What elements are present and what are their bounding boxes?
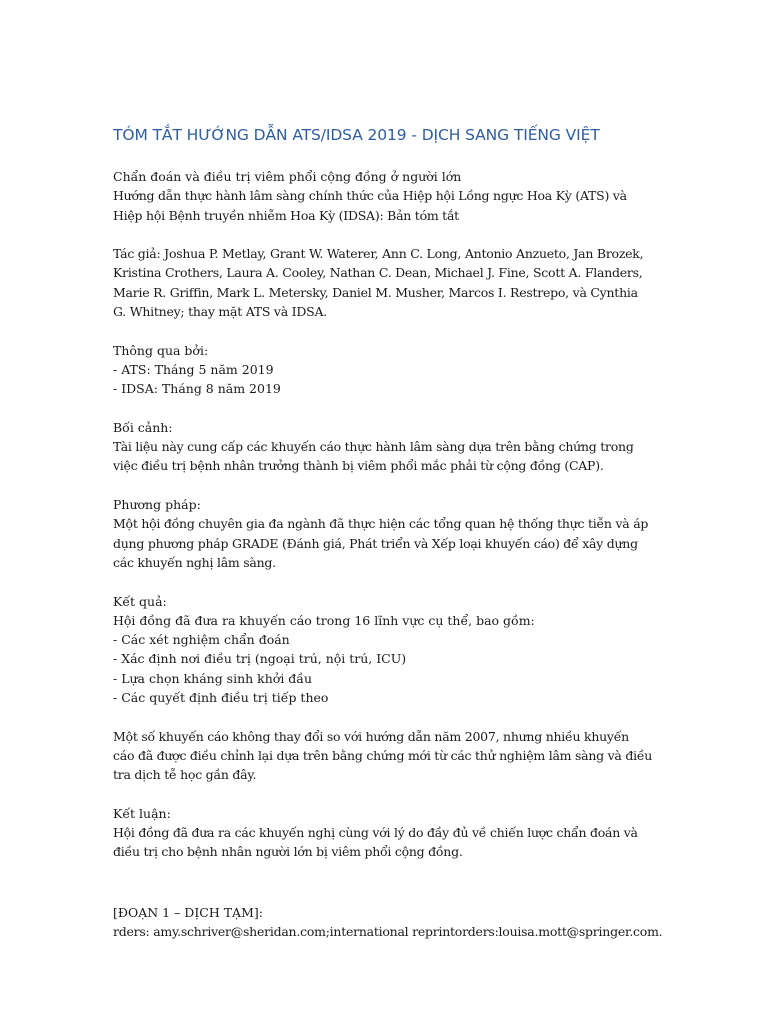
intro-line-1: Chẩn đoán và điều trị viêm phổi cộng đồng ở người lớn	[113, 169, 462, 184]
conclusion-text: Hội đồng đã đưa ra các khuyến nghị cùng với lý do đầy đủ về chiến lược chẩn đoán và điều trị cho bệnh nhân người lớn bị viêm phổi cộng đồng.	[113, 825, 638, 860]
conclusion-block	[113, 804, 653, 862]
conclusion-heading: Kết luận:	[113, 805, 171, 821]
background-block	[113, 418, 653, 476]
background-text: Tài liệu này cung cấp các khuyến cáo thực hành lâm sàng dựa trên bằng chứng trong việc điều trị bệnh nhân trưởng thành bị viêm phổi mắc phải từ cộng đồng (CAP).	[113, 439, 634, 474]
results-item: - Xác định nơi điều trị (ngoại trú, nội trú, ICU)	[113, 651, 407, 667]
authors-paragraph: Tác giả: Joshua P. Metlay, Grant W. Waterer, Ann C. Long, Antonio Anzueto, Jan Brozek, Kristina Crothers, Laura A. Cooley, Nathan C. Dean, Michael J. Fine, Scott A. Flanders, Marie R. Griffin, Mark L. Metersky, Daniel M. Musher, Marcos I. Restrepo, và Cynthia G. Whitney; thay mặt ATS và IDSA.	[113, 246, 644, 320]
approved-block	[113, 341, 653, 399]
intro-line-2: Hướng dẫn thực hành lâm sàng chính thức của Hiệp hội Lồng ngực Hoa Kỳ (ATS) và Hiệp hội Bệnh truyền nhiễm Hoa Kỳ (IDSA): Bản tóm tắt	[113, 188, 627, 223]
footer-text: rders: amy.schriver@sheridan.com;international reprintorders:louisa.mott@springer.com.	[113, 924, 663, 940]
document-title: TÓM TẮT HƯỚNG DẪN ATS/IDSA 2019 - DỊCH SANG TIẾNG VIỆT	[113, 126, 600, 144]
results-note: Một số khuyến cáo không thay đổi so với hướng dẫn năm 2007, nhưng nhiều khuyến cáo đã được điều chỉnh lại dựa trên bằng chứng mới từ các thử nghiệm lâm sàng và điều tra dịch tễ học gần đây.	[113, 728, 653, 783]
results-item: - Các quyết định điều trị tiếp theo	[113, 690, 329, 706]
approved-heading: Thông qua bởi:	[113, 342, 209, 358]
methods-block	[113, 495, 653, 572]
results-block	[113, 592, 653, 708]
footer-block	[113, 903, 663, 942]
approved-item: - IDSA: Tháng 8 năm 2019	[113, 381, 281, 397]
results-intro: Hội đồng đã đưa ra khuyến cáo trong 16 lĩnh vực cụ thể, bao gồm:	[113, 612, 535, 628]
results-item: - Các xét nghiệm chẩn đoán	[113, 632, 290, 648]
background-heading: Bối cảnh:	[113, 419, 173, 435]
spacer	[113, 881, 653, 903]
footer-label: [ĐOẠN 1 – DỊCH TẠM]:	[113, 904, 263, 920]
intro-block	[113, 167, 653, 225]
results-item: - Lựa chọn kháng sinh khởi đầu	[113, 670, 312, 686]
methods-heading: Phương pháp:	[113, 497, 201, 513]
approved-item: - ATS: Tháng 5 năm 2019	[113, 361, 274, 377]
methods-text: Một hội đồng chuyên gia đa ngành đã thực hiện các tổng quan hệ thống thực tiễn và áp dụng phương pháp GRADE (Đánh giá, Phát triển và Xếp loại khuyến cáo) để xây dựng các khuyến nghị lâm sàng.	[113, 516, 649, 570]
results-heading: Kết quả:	[113, 593, 167, 609]
document-page	[113, 124, 663, 961]
